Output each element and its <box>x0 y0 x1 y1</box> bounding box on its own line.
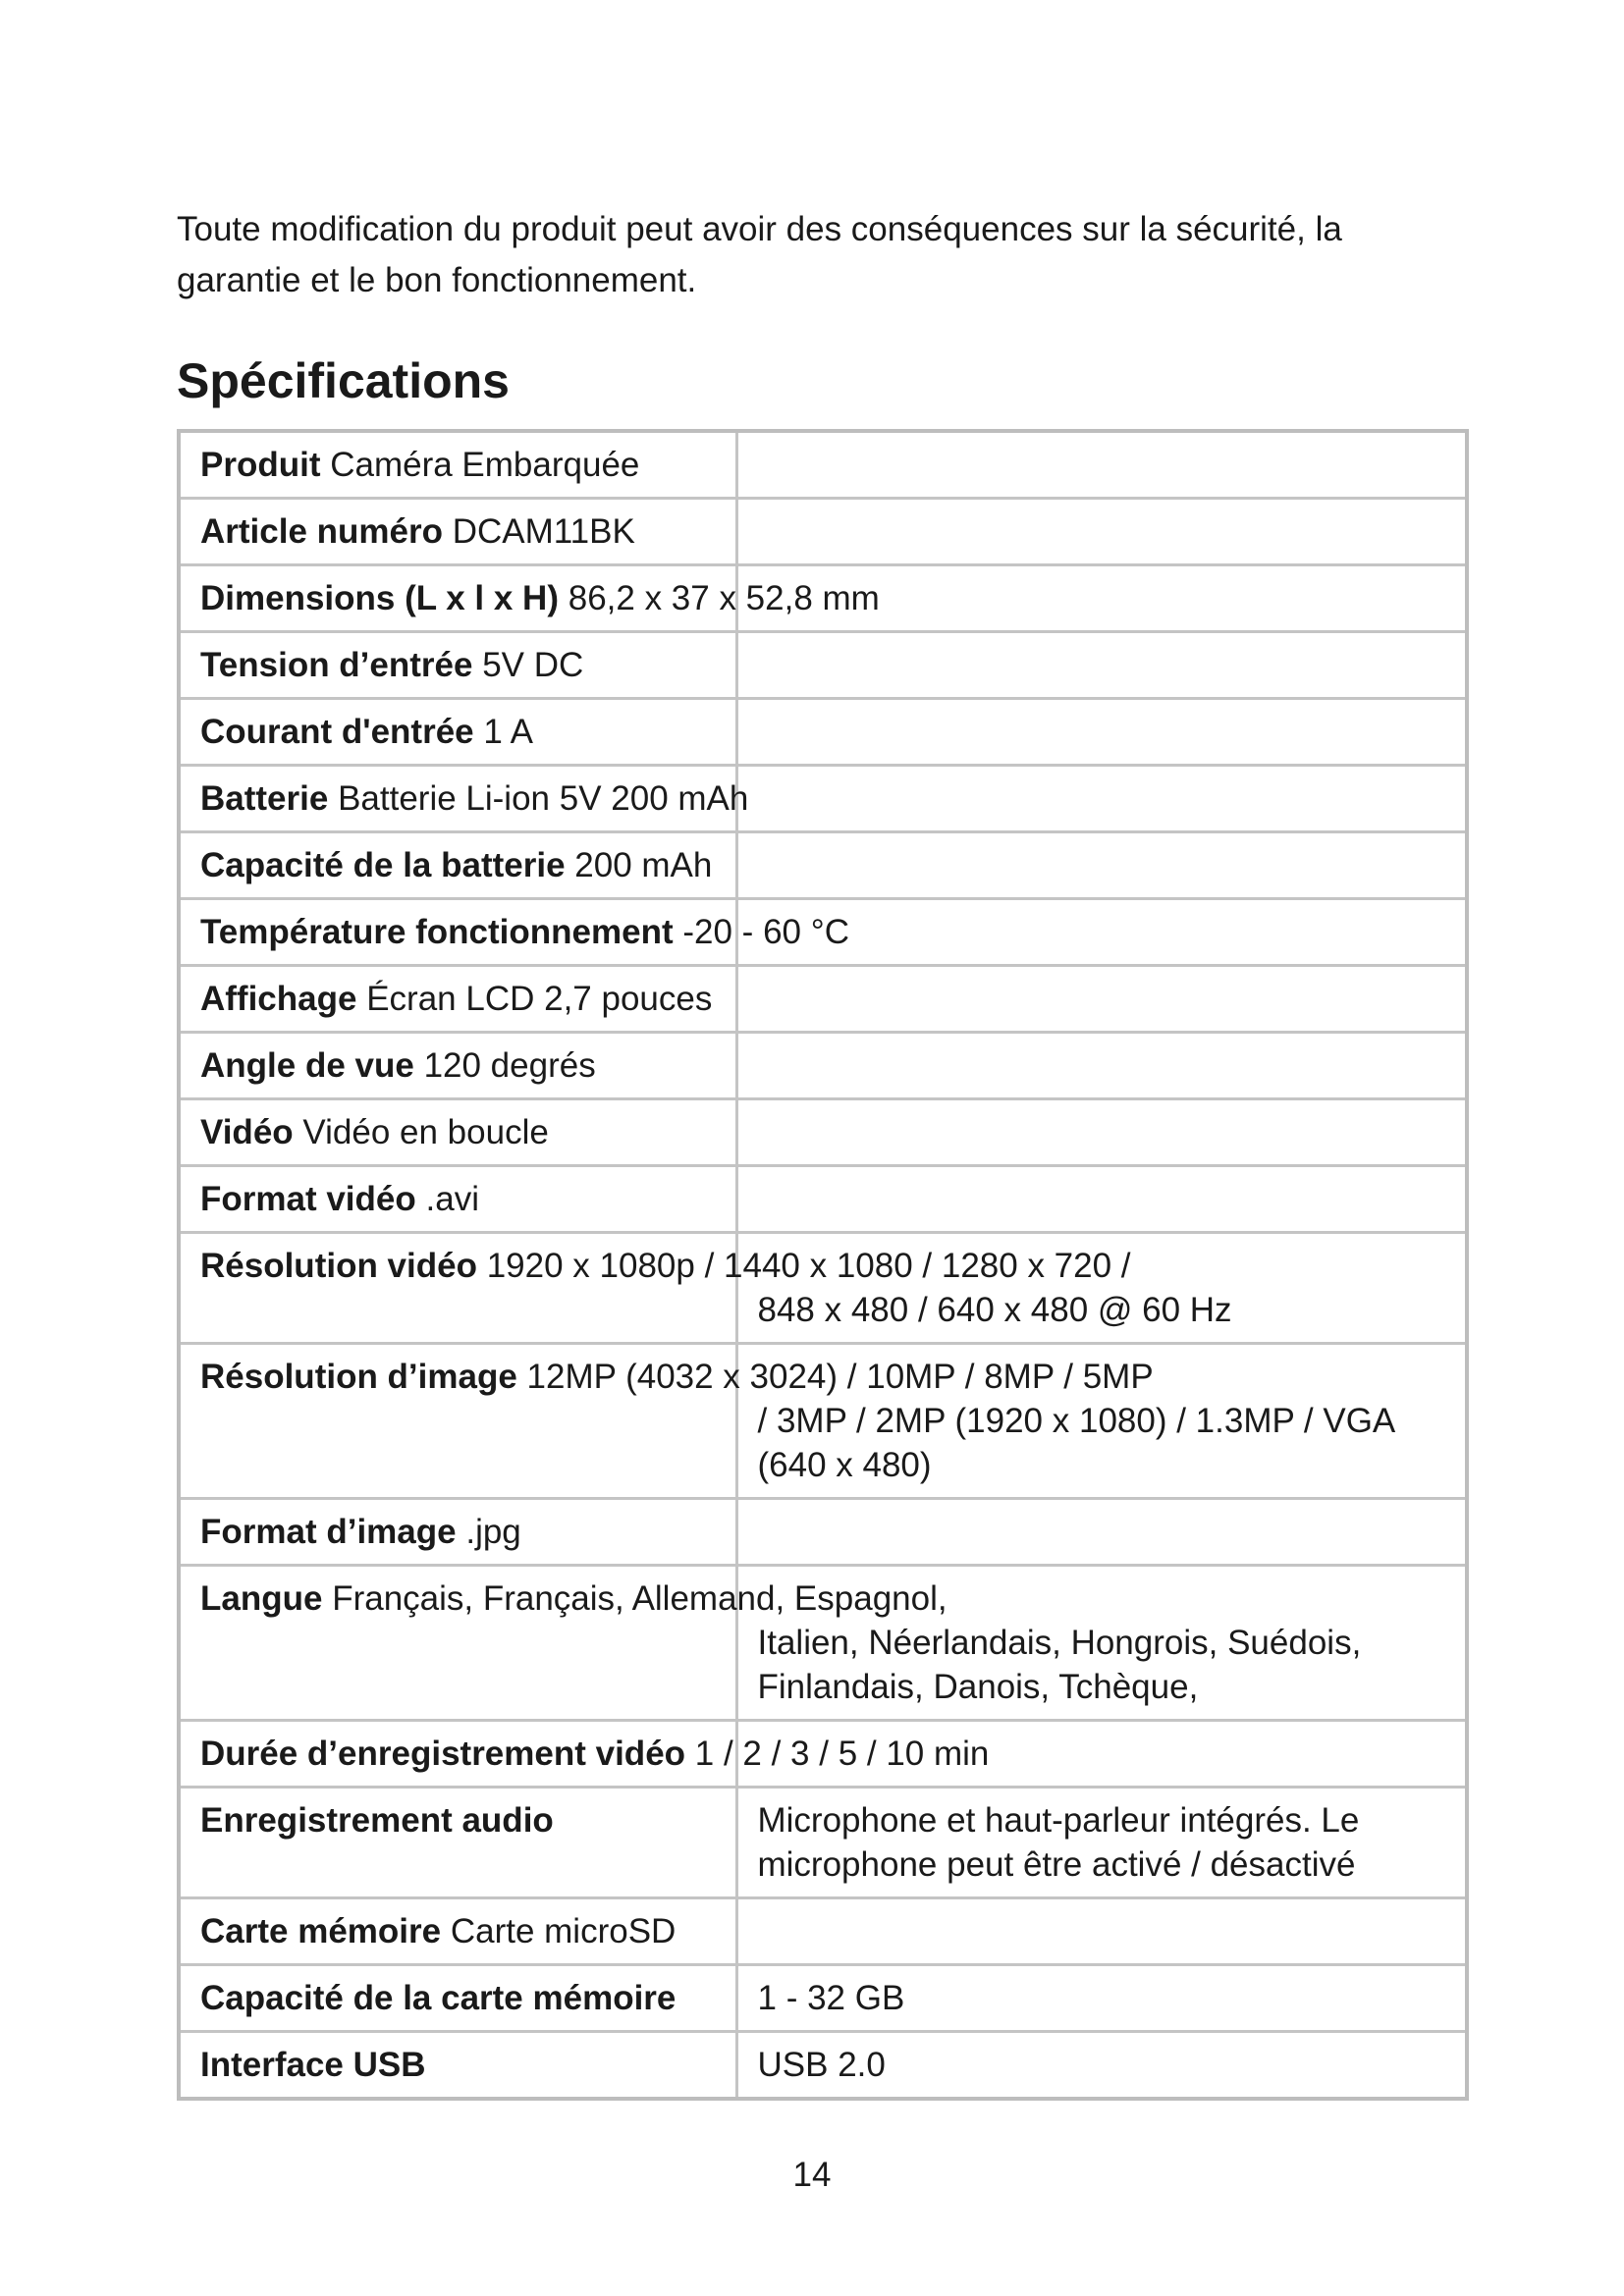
spec-value: 12MP (4032 x 3024) / 10MP / 8MP / 5MP <box>526 1358 1154 1396</box>
spec-label: Température fonctionnement <box>200 913 674 951</box>
spec-extra-cell <box>736 1788 1467 1898</box>
spec-row <box>179 1566 1467 1721</box>
spec-extra-cell <box>736 1898 1467 1965</box>
spec-label: Format vidéo <box>200 1180 416 1218</box>
spec-value: 5V DC <box>482 646 584 684</box>
spec-label: Capacité de la carte mémoire <box>200 1979 677 2017</box>
page-number: 14 <box>792 2156 832 2194</box>
spec-label-cell <box>179 1965 736 2032</box>
spec-label-cell <box>179 966 736 1033</box>
spec-row <box>179 966 1467 1033</box>
spec-label-cell <box>179 2032 736 2100</box>
spec-extra-value: USB 2.0 <box>757 2046 886 2084</box>
spec-extra-cell <box>736 699 1467 766</box>
spec-row <box>179 2032 1467 2100</box>
spec-label-cell <box>179 1788 736 1898</box>
spec-label-cell <box>179 1898 736 1965</box>
spec-row <box>179 1898 1467 1965</box>
spec-label: Article numéro <box>200 512 443 551</box>
spec-label-cell <box>179 832 736 899</box>
spec-extra-value: 848 x 480 / 640 x 480 @ 60 Hz <box>757 1291 1232 1329</box>
spec-label: Résolution vidéo <box>200 1247 477 1285</box>
spec-row <box>179 632 1467 699</box>
spec-label: Langue <box>200 1579 323 1618</box>
spec-label: Capacité de la batterie <box>200 846 566 884</box>
spec-value: 1920 x 1080p / 1440 x 1080 / 1280 x 720 / <box>486 1247 1131 1285</box>
spec-label: Produit <box>200 446 321 484</box>
spec-value: .avi <box>425 1180 479 1218</box>
spec-extra-value: Microphone et haut-parleur intégrés. Le microphone peut être activé / désactivé <box>757 1801 1360 1884</box>
spec-extra-cell <box>736 2032 1467 2100</box>
spec-row <box>179 1166 1467 1233</box>
spec-row <box>179 1233 1467 1344</box>
spec-extra-value: Italien, Néerlandais, Hongrois, Suédois, Finlandais, Danois, Tchèque, <box>757 1624 1362 1706</box>
spec-value: 86,2 x 37 x 52,8 mm <box>568 579 880 617</box>
spec-label: Batterie <box>200 779 329 818</box>
spec-label: Carte mémoire <box>200 1912 442 1950</box>
spec-row <box>179 1099 1467 1166</box>
spec-value: Français, Français, Allemand, Espagnol, <box>332 1579 947 1618</box>
spec-label: Affichage <box>200 980 357 1018</box>
spec-row <box>179 832 1467 899</box>
spec-label-cell <box>179 766 749 832</box>
spec-row <box>179 1344 1467 1499</box>
spec-label: Format d’image <box>200 1513 457 1551</box>
spec-extra-cell <box>736 1099 1467 1166</box>
spec-label: Angle de vue <box>200 1046 414 1085</box>
spec-extra-value: / 3MP / 2MP (1920 x 1080) / 1.3MP / VGA (640 x 480) <box>757 1402 1394 1484</box>
spec-row <box>179 1499 1467 1566</box>
spec-value: Batterie Li-ion 5V 200 mAh <box>338 779 749 818</box>
spec-extra-cell <box>736 766 1467 832</box>
spec-value: Caméra Embarquée <box>330 446 640 484</box>
spec-label: Tension d’entrée <box>200 646 473 684</box>
spec-value: DCAM11BK <box>452 512 635 551</box>
spec-label: Durée d’enregistrement vidéo <box>200 1735 686 1773</box>
spec-label: Enregistrement audio <box>200 1801 554 1840</box>
spec-label: Vidéo <box>200 1113 294 1151</box>
spec-row <box>179 1788 1467 1898</box>
spec-row <box>179 1033 1467 1099</box>
spec-row <box>179 899 1467 966</box>
spec-extra-cell <box>736 499 1467 565</box>
spec-label-cell <box>179 1033 736 1099</box>
spec-label-cell <box>179 1166 736 1233</box>
spec-row <box>179 431 1467 499</box>
spec-label: Courant d'entrée <box>200 713 474 751</box>
spec-extra-cell <box>736 1965 1467 2032</box>
spec-value: Vidéo en boucle <box>302 1113 549 1151</box>
spec-extra-cell <box>736 632 1467 699</box>
spec-row <box>179 1721 1467 1788</box>
spec-value: 120 degrés <box>423 1046 596 1085</box>
spec-value: .jpg <box>465 1513 521 1551</box>
spec-extra-value: 1 - 32 GB <box>757 1979 905 2017</box>
spec-label-cell <box>179 499 736 565</box>
spec-extra-cell <box>736 431 1467 499</box>
spec-label-cell <box>179 1566 947 1721</box>
spec-label: Interface USB <box>200 2046 426 2084</box>
spec-row <box>179 499 1467 565</box>
spec-value: 1 / 2 / 3 / 5 / 10 min <box>694 1735 990 1773</box>
spec-row <box>179 1965 1467 2032</box>
intro-paragraph: Toute modification du produit peut avoir des conséquences sur la sécurité, la garantie et le bon fonctionnement. <box>177 210 1342 299</box>
spec-value: Écran LCD 2,7 pouces <box>366 980 713 1018</box>
specifications-table-body <box>179 431 1467 2099</box>
spec-extra-cell <box>736 1033 1467 1099</box>
spec-label-cell <box>179 431 736 499</box>
spec-label: Résolution d’image <box>200 1358 517 1396</box>
spec-value: 1 A <box>483 713 533 751</box>
spec-label-cell <box>179 565 880 632</box>
spec-label-cell <box>179 1721 990 1788</box>
spec-label-cell <box>179 632 736 699</box>
spec-value: Carte microSD <box>450 1912 677 1950</box>
spec-value: -20 - 60 °C <box>682 913 849 951</box>
spec-label: Dimensions (L x l x H) <box>200 579 559 617</box>
section-heading: Spécifications <box>177 353 510 408</box>
spec-extra-cell <box>736 1166 1467 1233</box>
spec-label-cell <box>179 1099 736 1166</box>
spec-value: 200 mAh <box>574 846 713 884</box>
spec-extra-cell <box>736 1499 1467 1566</box>
spec-label-cell <box>179 699 736 766</box>
spec-row <box>179 565 1467 632</box>
spec-row <box>179 699 1467 766</box>
spec-label-cell <box>179 899 849 966</box>
spec-row <box>179 766 1467 832</box>
spec-label-cell <box>179 1499 736 1566</box>
specifications-table <box>177 429 1469 2101</box>
spec-extra-cell <box>736 966 1467 1033</box>
spec-extra-cell <box>736 832 1467 899</box>
